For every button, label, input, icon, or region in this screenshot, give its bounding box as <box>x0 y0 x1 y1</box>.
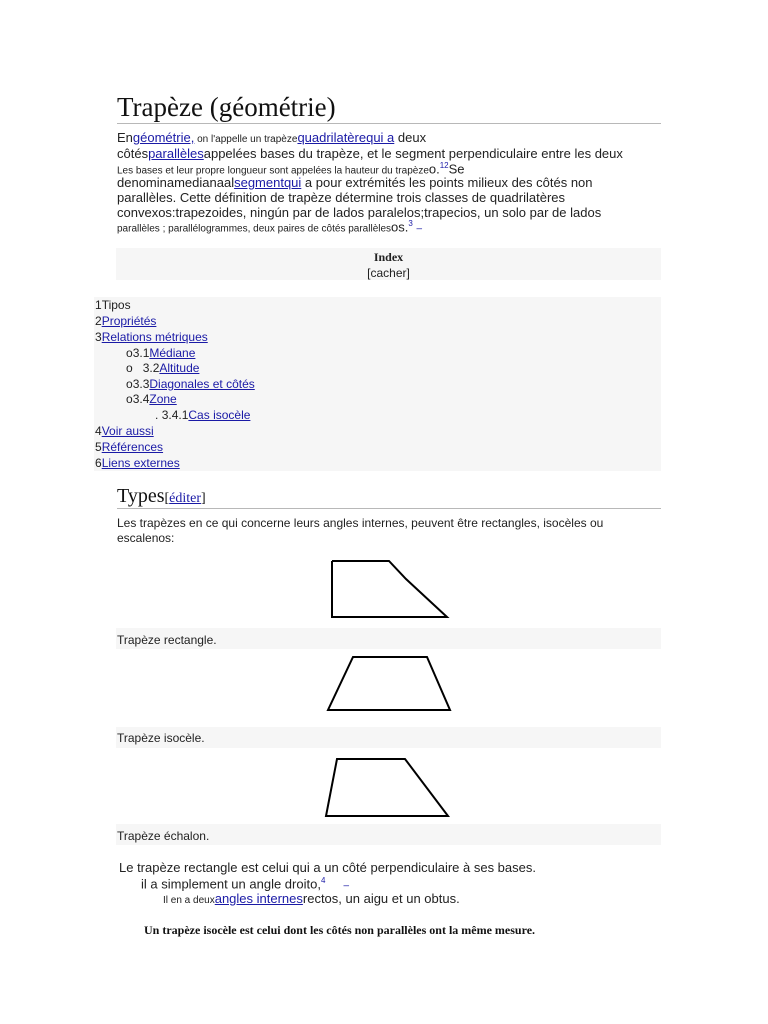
toc-marker: o <box>126 392 133 406</box>
toc-item[interactable] <box>95 424 154 438</box>
toc-item[interactable] <box>95 456 180 470</box>
intro-text: o. <box>428 161 440 177</box>
toc-marker: o <box>126 346 133 360</box>
edit-bracket: ] <box>201 491 206 506</box>
intro-line-4 <box>117 175 593 190</box>
caption-isosceles-trapezoid: Trapèze isocèle. <box>117 731 205 745</box>
intro-line-6: convexos:trapezoides, ningún par de lados paralelos;trapecios, un solo par de lados <box>117 205 602 220</box>
toc-item-number: 1 <box>95 298 102 312</box>
footnote-ref[interactable]: 4 <box>320 876 326 885</box>
toc-item[interactable] <box>95 330 208 344</box>
intro-text: deux <box>394 130 427 145</box>
toc-item-number: 3.3 <box>132 377 150 391</box>
toc-item[interactable] <box>95 440 163 454</box>
section-heading-text: Types <box>117 485 165 507</box>
toc-marker: . <box>155 408 159 422</box>
toc-subitem[interactable] <box>126 361 199 375</box>
toc-item-number: 5 <box>95 440 102 454</box>
bullet-text: Le trapèze rectangle est celui qui a un côté perpendiculaire à ses bases. <box>119 860 536 875</box>
intro-line-1 <box>117 130 426 145</box>
toc-item-label[interactable]: Diagonales et côtés <box>149 377 255 391</box>
toc-item-label[interactable]: Relations métriques <box>101 330 208 344</box>
toc-item-label[interactable]: Voir aussi <box>101 424 154 438</box>
toc-item-label[interactable]: Zone <box>149 392 177 406</box>
toc-item-label[interactable]: Cas isocèle <box>188 408 251 422</box>
caption-right-trapezoid: Trapèze rectangle. <box>117 633 217 647</box>
intro-line-5: parallèles. Cette définition de trapèze détermine trois classes de quadrilatères <box>117 190 566 205</box>
bullet-right-trapezoid-line-2 <box>141 876 349 891</box>
edit-bracket: [ <box>164 491 170 506</box>
toc-item-label[interactable]: Références <box>101 440 164 454</box>
toc-item-label[interactable]: Liens externes <box>101 456 180 470</box>
toc-hide-toggle[interactable]: [cacher] <box>367 266 410 280</box>
toc-item-number: 3.1 <box>132 346 150 360</box>
toc-item[interactable] <box>95 314 156 328</box>
section-divider <box>117 508 661 509</box>
intro-text: a pour extrémités les points milieux des côtés non <box>301 175 593 190</box>
toc-item-number: 4 <box>95 424 102 438</box>
footnote-ref[interactable]: 3 <box>408 219 413 228</box>
toc-title: Index <box>373 250 404 264</box>
link-quadrilatere[interactable]: quadrilatère <box>297 130 367 145</box>
return-dash[interactable]: – <box>416 223 423 235</box>
intro-line-2 <box>117 146 623 161</box>
intro-text: En <box>117 130 133 145</box>
toc-subsubitem[interactable] <box>155 408 250 422</box>
toc-subitem[interactable] <box>126 346 195 360</box>
intro-line-7 <box>117 219 422 234</box>
toc-marker: o <box>126 361 133 375</box>
link-qui-a[interactable]: qui a <box>366 130 395 145</box>
intro-text: denominamedianaal <box>117 175 235 190</box>
bullet-text: rectos, un aigu et un obtus. <box>302 891 460 906</box>
intro-text: Se <box>448 161 465 177</box>
isosceles-trapezoid-figure <box>324 653 454 715</box>
scalene-trapezoid-figure <box>322 754 452 820</box>
toc-subitem[interactable] <box>126 377 255 391</box>
toc-item-number: 6 <box>95 456 102 470</box>
edit-link[interactable]: éditer <box>169 491 202 506</box>
toc-marker: o <box>126 377 133 391</box>
bullet-right-trapezoid <box>119 860 536 875</box>
toc-item-number: 3.2 <box>142 361 160 375</box>
intro-small-text: parallèles ; parallélogrammes, deux paires de côtés parallèles <box>117 223 392 235</box>
types-description-line-2: escalenos: <box>117 531 175 545</box>
bullet-small-text: Il en a deux <box>163 895 215 906</box>
link-paralleles[interactable]: parallèles <box>148 146 204 161</box>
bullet-text: Un trapèze isocèle est celui dont les côtés non parallèles ont la même mesure. <box>144 923 536 937</box>
right-trapezoid-figure <box>326 557 452 621</box>
bullet-isosceles-trapezoid <box>144 923 535 938</box>
intro-text: côtés <box>117 146 149 161</box>
toc-item-number: 3.4 <box>132 392 150 406</box>
link-geometrie[interactable]: géométrie, <box>132 130 195 145</box>
section-heading-types <box>117 485 206 508</box>
toc-item-label[interactable]: Propriétés <box>101 314 157 328</box>
toc-item[interactable] <box>95 298 131 312</box>
toc-item-number: 3 <box>95 330 102 344</box>
footnote-ref[interactable]: 12 <box>439 161 449 170</box>
caption-scalene-trapezoid: Trapèze échalon. <box>117 829 210 843</box>
toc-item-number: 3.4.1 <box>161 408 189 422</box>
bullet-right-trapezoid-line-3 <box>163 891 460 906</box>
bullet-text: il a simplement un angle droito, <box>141 876 321 892</box>
toc-item-label[interactable]: Altitude <box>159 361 200 375</box>
link-angles-internes[interactable]: angles internes <box>214 891 303 906</box>
toc-item-number: 2 <box>95 314 102 328</box>
title-divider <box>117 123 661 124</box>
intro-small-text: Les bases et leur propre longueur sont appelées la hauteur du trapèze <box>117 165 429 177</box>
return-dash[interactable]: – <box>343 880 350 892</box>
toc-item-label[interactable]: Médiane <box>149 346 196 360</box>
page-title: Trapèze (géométrie) <box>117 92 336 122</box>
toc-item-label: Tipos <box>101 298 131 312</box>
intro-text: appelées bases du trapèze, et le segment perpendiculaire entre les deux <box>203 146 623 161</box>
intro-small-text: on l'appelle un trapèze <box>194 134 298 145</box>
link-segment[interactable]: segmentqui <box>234 175 302 190</box>
intro-text: os. <box>391 219 409 235</box>
types-description-line-1: Les trapèzes en ce qui concerne leurs angles internes, peuvent être rectangles, isocèles ou <box>117 516 604 530</box>
toc-subitem[interactable] <box>126 392 177 406</box>
